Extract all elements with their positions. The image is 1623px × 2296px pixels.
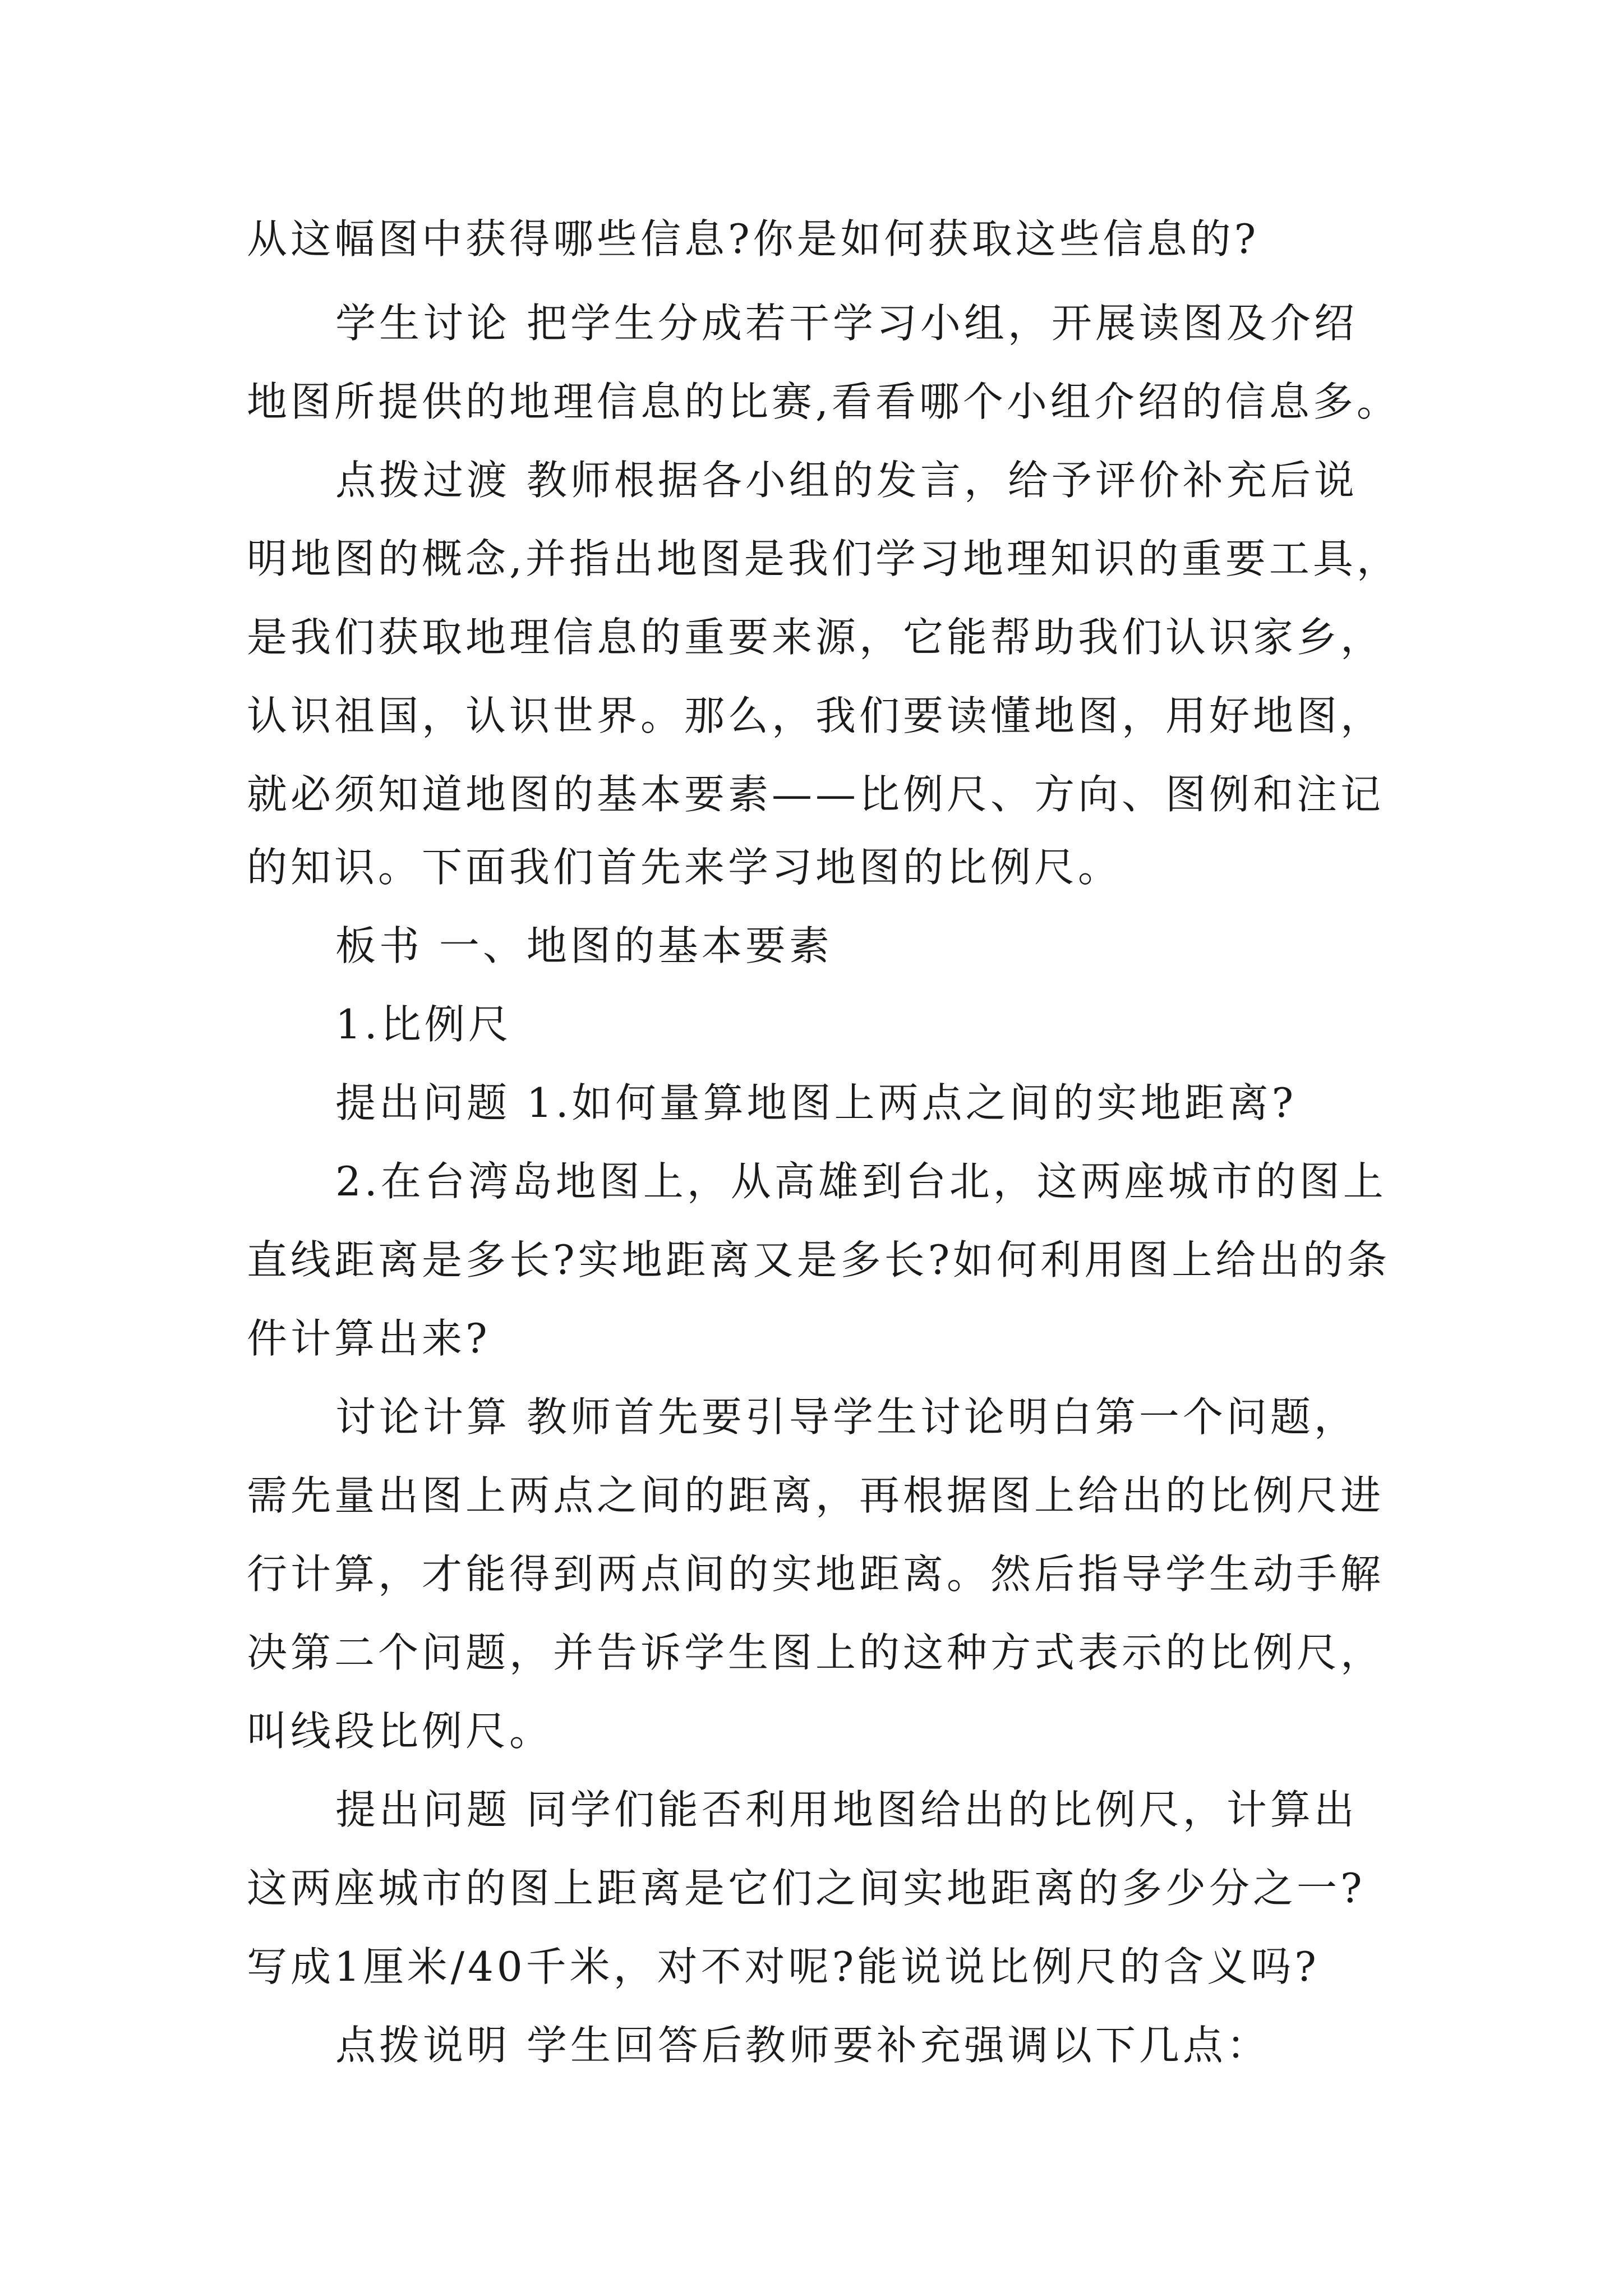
text-line: 2.在台湾岛地图上，从高雄到台北，这两座城市的图上 <box>335 1158 1387 1205</box>
text-line: 讨论计算 教师首先要引导学生讨论明白第一个问题， <box>335 1393 1358 1441</box>
section-heading: 板书 一、地图的基本要素 <box>335 922 833 969</box>
text-line: 提出问题 同学们能否利用地图给出的比例尺，计算出 <box>335 1786 1358 1833</box>
text-line: 明地图的概念,并指出地图是我们学习地理知识的重要工具， <box>247 535 1400 582</box>
text-line: 的知识。下面我们首先来学习地图的比例尺。 <box>247 844 1122 891</box>
text-line: 是我们获取地理信息的重要来源，它能帮助我们认识家乡， <box>247 614 1385 661</box>
text-line: 认识祖国，认识世界。那么，我们要读懂地图，用好地图， <box>247 692 1385 739</box>
text-line: 从这幅图中获得哪些信息?你是如何获取这些信息的? <box>247 215 1260 263</box>
text-line: 决第二个问题，并告诉学生图上的这种方式表示的比例尺， <box>247 1629 1385 1676</box>
text-line: 这两座城市的图上距离是它们之间实地距离的多少分之一? <box>247 1865 1366 1912</box>
text-line: 直线距离是多长?实地距离又是多长?如何利用图上给出的条 <box>247 1236 1391 1283</box>
text-line: 提出问题 1.如何量算地图上两点之间的实地距离? <box>335 1079 1297 1126</box>
subsection-heading: 1.比例尺 <box>335 1001 512 1048</box>
text-line: 写成1厘米/40千米，对不对呢?能说说比例尺的含义吗? <box>247 1943 1320 1990</box>
text-line: 就必须知道地图的基本要素——比例尺、方向、图例和注记 <box>247 771 1385 818</box>
text-line: 行计算，才能得到两点间的实地距离。然后指导学生动手解 <box>247 1550 1385 1598</box>
text-line: 叫线段比例尺。 <box>247 1708 554 1755</box>
text-line: 件计算出来? <box>247 1315 491 1362</box>
text-line: 点拨过渡 教师根据各小组的发言，给予评价补充后说 <box>335 457 1358 504</box>
text-line: 需先量出图上两点之间的距离，再根据图上给出的比例尺进 <box>247 1472 1385 1519</box>
text-line: 点拨说明 学生回答后教师要补充强调以下几点： <box>335 2022 1270 2069</box>
text-line: 学生讨论 把学生分成若干学习小组，开展读图及介绍 <box>335 300 1358 347</box>
text-line: 地图所提供的地理信息的比赛,看看哪个小组介绍的信息多。 <box>247 378 1400 425</box>
